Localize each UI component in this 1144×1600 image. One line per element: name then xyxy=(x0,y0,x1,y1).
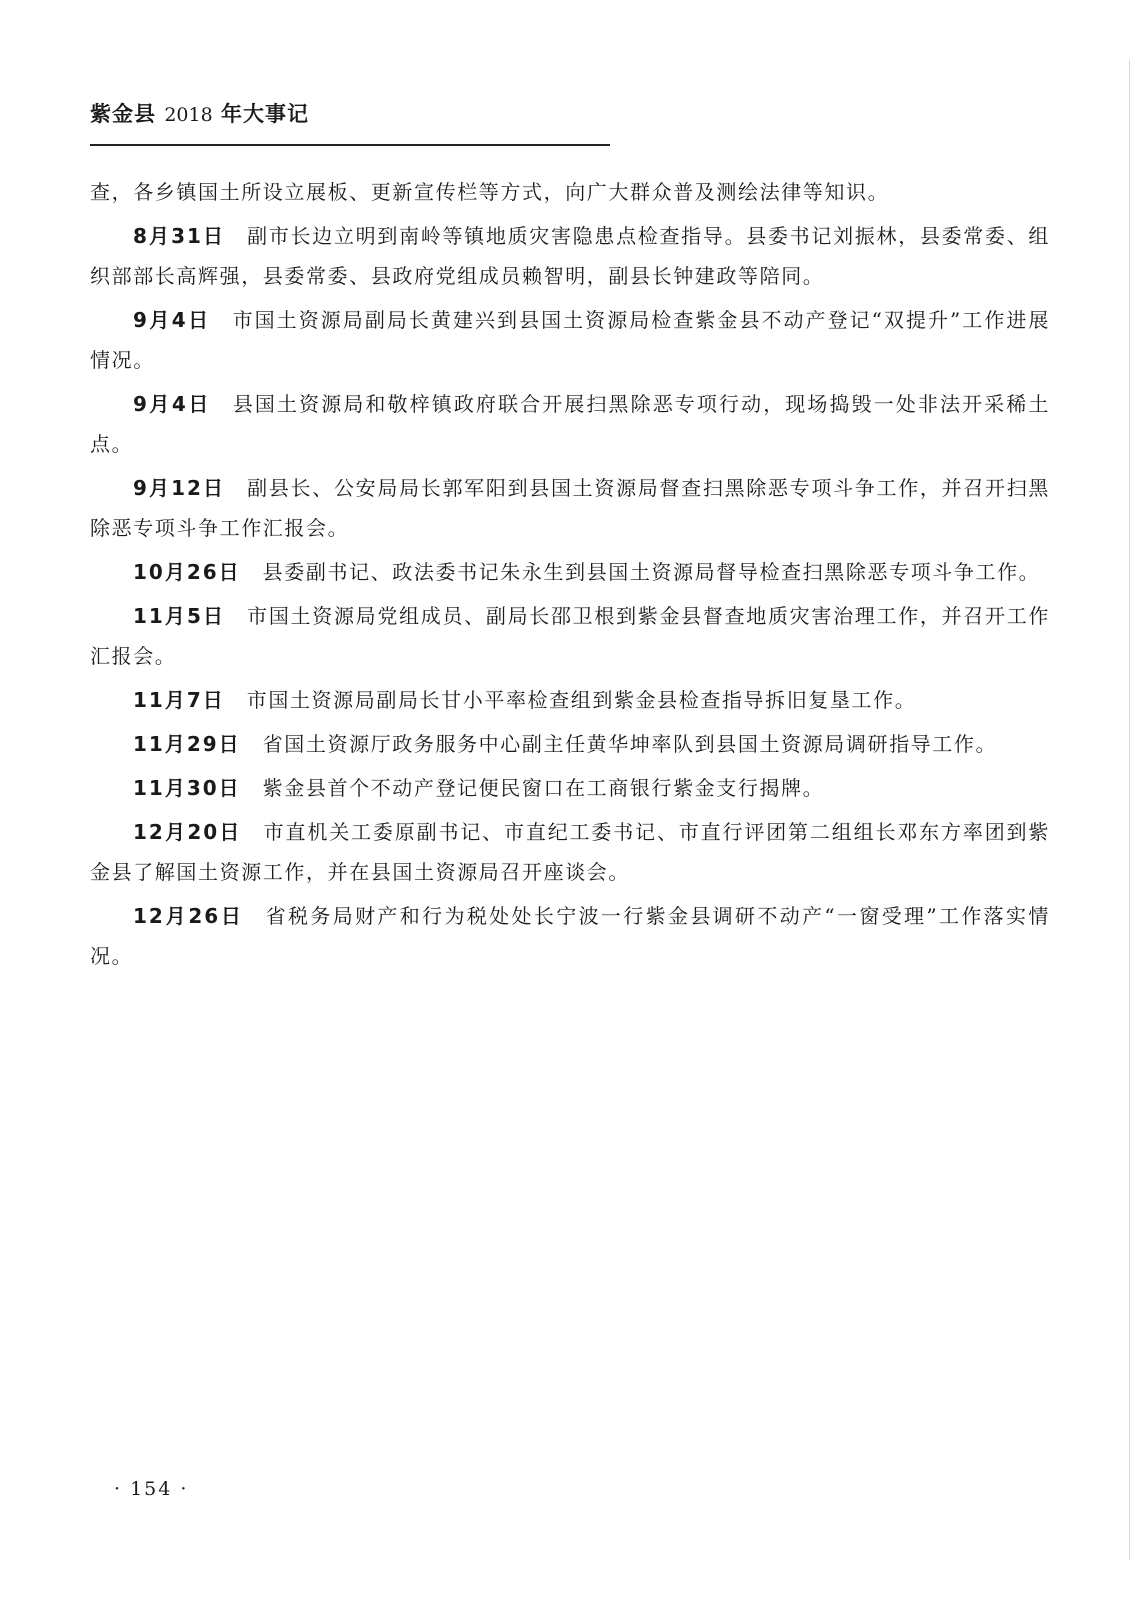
event-text: 副市长边立明到南岭等镇地质灾害隐患点检查指导。县委书记刘振林，县委常委、组织部部长高辉强，县委常委、县政府党组成员赖智明，副县长钟建政等陪同。 xyxy=(90,224,1050,288)
event-text: 副县长、公安局局长郭军阳到县国土资源局督查扫黑除恶专项斗争工作，并召开扫黑除恶专项斗争工作汇报会。 xyxy=(90,476,1050,540)
event-text: 市直机关工委原副书记、市直纪工委书记、市直行评团第二组组长邓东方率团到紫金县了解国土资源工作，并在县国土资源局召开座谈会。 xyxy=(90,820,1050,884)
event-list xyxy=(90,172,1050,980)
event-date: 12月20日 xyxy=(133,820,242,844)
event-text: 市国土资源局副局长黄建兴到县国土资源局检查紫金县不动产登记“双提升”工作进展情况。 xyxy=(90,308,1051,372)
event-text: 县国土资源局和敬梓镇政府联合开展扫黑除恶专项行动，现场捣毁一处非法开采稀土点。 xyxy=(90,392,1050,456)
event-date: 8月31日 xyxy=(133,224,226,248)
event-text: 县委副书记、政法委书记朱永生到县国土资源局督导检查扫黑除恶专项斗争工作。 xyxy=(262,560,1041,584)
event-date: 9月4日 xyxy=(133,308,211,332)
event-entry xyxy=(90,680,1050,720)
event-text: 省税务局财产和行为税处处长宁波一行紫金县调研不动产“一窗受理”工作落实情况。 xyxy=(90,904,1050,968)
continuation-paragraph: 查，各乡镇国土所设立展板、更新宣传栏等方式，向广大群众普及测绘法律等知识。 xyxy=(90,180,890,204)
event-date: 12月26日 xyxy=(133,904,244,928)
event-entry xyxy=(90,384,1050,464)
header-rule xyxy=(90,144,610,146)
event-date: 11月30日 xyxy=(133,776,241,800)
event-entry xyxy=(90,596,1050,676)
event-text: 市国土资源局党组成员、副局长邵卫根到紫金县督查地质灾害治理工作，并召开工作汇报会。 xyxy=(90,604,1050,668)
header-year: 2018 xyxy=(164,104,213,126)
event-entry xyxy=(90,552,1050,592)
event-entry xyxy=(90,812,1050,892)
event-entry xyxy=(90,468,1050,548)
event-date: 11月29日 xyxy=(133,732,241,756)
event-entry xyxy=(90,216,1050,296)
event-text: 省国土资源厅政务服务中心副主任黄华坤率队到县国土资源局调研指导工作。 xyxy=(262,732,998,756)
event-date: 9月4日 xyxy=(133,392,211,416)
event-text: 市国土资源局副局长甘小平率检查组到紫金县检查指导拆旧复垦工作。 xyxy=(246,688,917,712)
page-number: · 154 · xyxy=(114,1478,189,1500)
header-title-suffix: 年大事记 xyxy=(220,102,309,126)
event-entry xyxy=(90,300,1050,380)
event-date: 11月5日 xyxy=(133,604,226,628)
event-date: 11月7日 xyxy=(133,688,225,712)
page-edge-line xyxy=(1129,60,1130,1560)
event-date: 10月26日 xyxy=(133,560,241,584)
event-date: 9月12日 xyxy=(133,476,226,500)
event-entry xyxy=(90,724,1050,764)
running-header xyxy=(90,98,309,128)
event-entry xyxy=(90,768,1050,808)
header-title-prefix: 紫金县 xyxy=(90,102,156,126)
event-entry xyxy=(90,896,1050,976)
event-text: 紫金县首个不动产登记便民窗口在工商银行紫金支行揭牌。 xyxy=(262,776,825,800)
